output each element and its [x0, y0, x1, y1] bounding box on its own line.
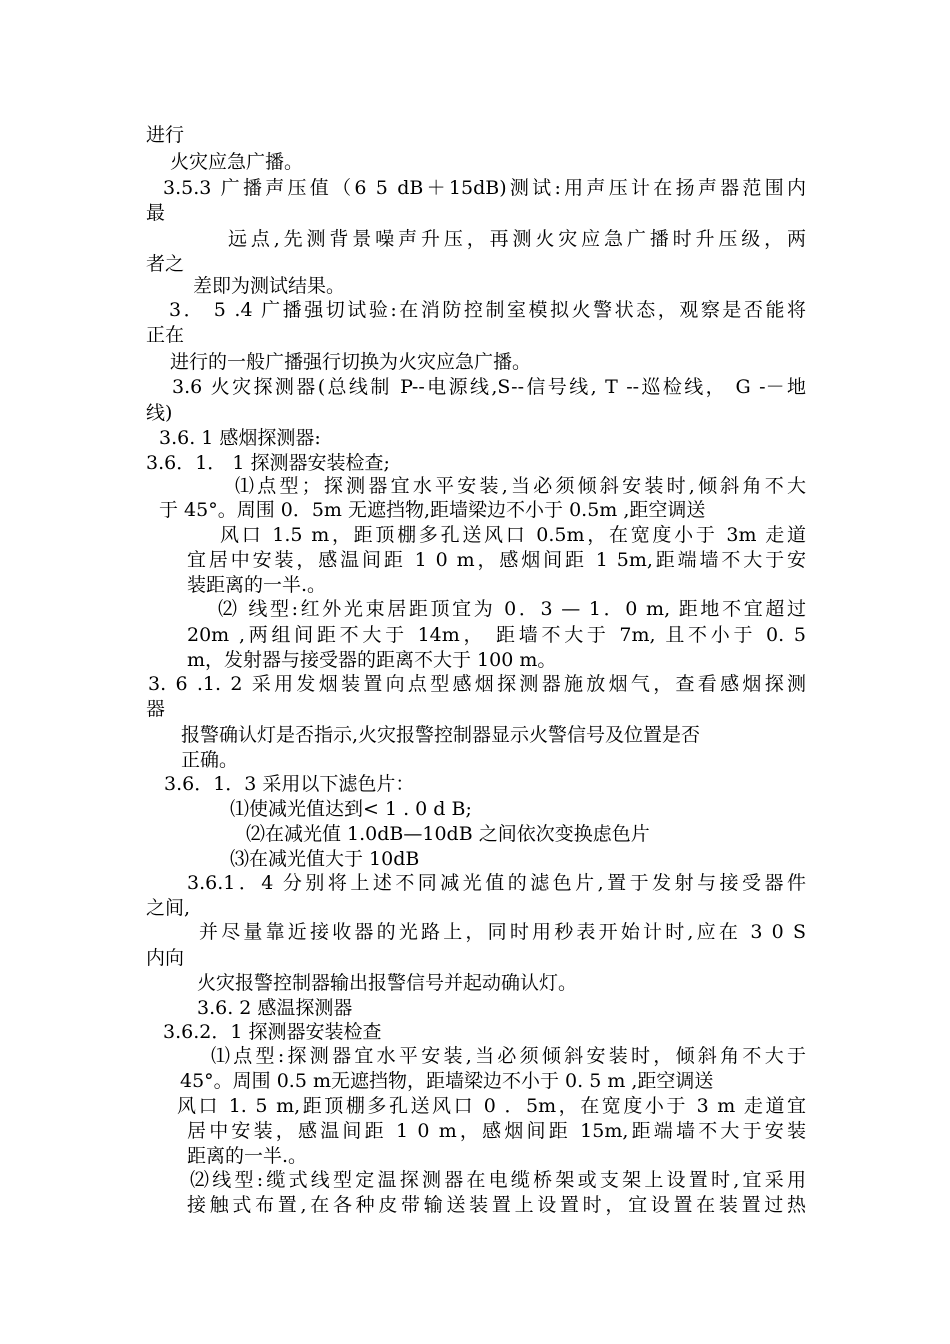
text-line: 3.6. 2 感温探测器 — [197, 997, 353, 1019]
text-line: 并尽量靠近接收器的光路上，同时用秒表开始计时,应在 3 0 S — [199, 921, 806, 943]
text-line: 3． 5 .4 广播强切试验:在消防控制室模拟火警状态，观察是否能将 — [169, 299, 806, 321]
text-line: 装距离的一半.。 — [187, 574, 327, 596]
text-line: 3.6. 1 感烟探测器: — [159, 427, 321, 449]
text-line: 最 — [146, 202, 166, 224]
text-line: 20m ,两组间距不大于 14m， 距墙不大于 7m, 且不小于 0. 5 — [187, 624, 806, 646]
text-line: 3. 6 .1. 2 采用发烟装置向点型感烟探测器施放烟气，查看感烟探测 — [148, 673, 806, 695]
text-line: 差即为测试结果。 — [193, 275, 346, 297]
text-line: ⑴点型:探测器宜水平安装,当必须倾斜安装时，倾斜角不大于 — [211, 1045, 806, 1067]
text-line: 线) — [146, 402, 173, 424]
text-line: 45°。周围 0.5 m无遮挡物，距墙梁边不小于 0. 5 m ,距空调送 — [180, 1070, 714, 1092]
text-line: 于 45°。周围 0．5m 无遮挡物,距墙梁边不小于 0.5m ,距空调送 — [159, 499, 706, 521]
text-line: 正确。 — [181, 749, 239, 771]
text-line: ⑴使减光值达到< 1 . 0 d B; — [230, 798, 472, 820]
text-line: 风口 1.5 m，距顶棚多孔送风口 0.5m，在宽度小于 3m 走道 — [220, 524, 806, 546]
text-line: 火灾应急广播。 — [170, 151, 304, 173]
text-line: m，发射器与接受器的距离不大于 100 m。 — [187, 649, 557, 671]
text-line: 居中安装，感温间距 1 0 m，感烟间距 15m,距端墙不大于安装 — [187, 1120, 806, 1142]
text-line: 3.6.1．4 分别将上述不同减光值的滤色片,置于发射与接受器件 — [187, 872, 806, 894]
text-line: 进行 — [146, 124, 185, 146]
text-line: 3.6．1． 1 探测器安装检查; — [146, 452, 390, 474]
text-line: ⑶在减光值大于 10dB — [230, 848, 420, 870]
text-line: 3.6．1．3 采用以下滤色片： — [164, 773, 415, 795]
text-line: 火灾报警控制器输出报警信号并起动确认灯。 — [197, 972, 578, 994]
text-line: 风口 1. 5 m,距顶棚多孔送风口 0 ．5m，在宽度小于 3 m 走道宜 — [177, 1095, 806, 1117]
text-line: 远点,先测背景噪声升压，再测火灾应急广播时升压级，两 — [228, 228, 806, 250]
text-line: 宜居中安装，感温间距 1 0 m，感烟间距 1 5m,距端墙不大于安 — [187, 549, 806, 571]
text-line: ⑴点型；探测器宜水平安装,当必须倾斜安装时,倾斜角不大 — [235, 475, 806, 497]
text-line: ⑵ 线型:红外光束居距顶宜为 0．3 — 1．0 m, 距地不宜超过 — [218, 598, 806, 620]
text-line: 3.5.3 广播声压值（6 5 dB＋15dB)测试:用声压计在扬声器范围内 — [163, 177, 806, 199]
text-line: 报警确认灯是否指示,火灾报警控制器显示火警信号及位置是否 — [181, 724, 701, 746]
text-line: 3.6.2．1 探测器安装检查 — [163, 1021, 382, 1043]
text-line: ⑵线型:缆式线型定温探测器在电缆桥架或支架上设置时,宜采用 — [190, 1169, 806, 1191]
text-line: 内向 — [146, 947, 185, 969]
text-line: ⑵在减光值 1.0dB—10dB 之间依次变换虑色片 — [246, 823, 650, 845]
text-line: 者之 — [146, 253, 185, 275]
text-line: 距离的一半.。 — [187, 1145, 308, 1167]
text-line: 之间, — [146, 897, 191, 919]
text-line: 进行的一般广播强行切换为火灾应急广播。 — [170, 351, 532, 373]
text-line: 3.6 火灾探测器(总线制 P--电源线,S--信号线, T --巡检线， G -－地 — [172, 376, 806, 398]
text-line: 器 — [146, 698, 166, 720]
text-line: 接触式布置,在各种皮带输送装置上设置时，宜设置在装置过热 — [187, 1194, 806, 1216]
text-line: 正在 — [146, 324, 185, 346]
